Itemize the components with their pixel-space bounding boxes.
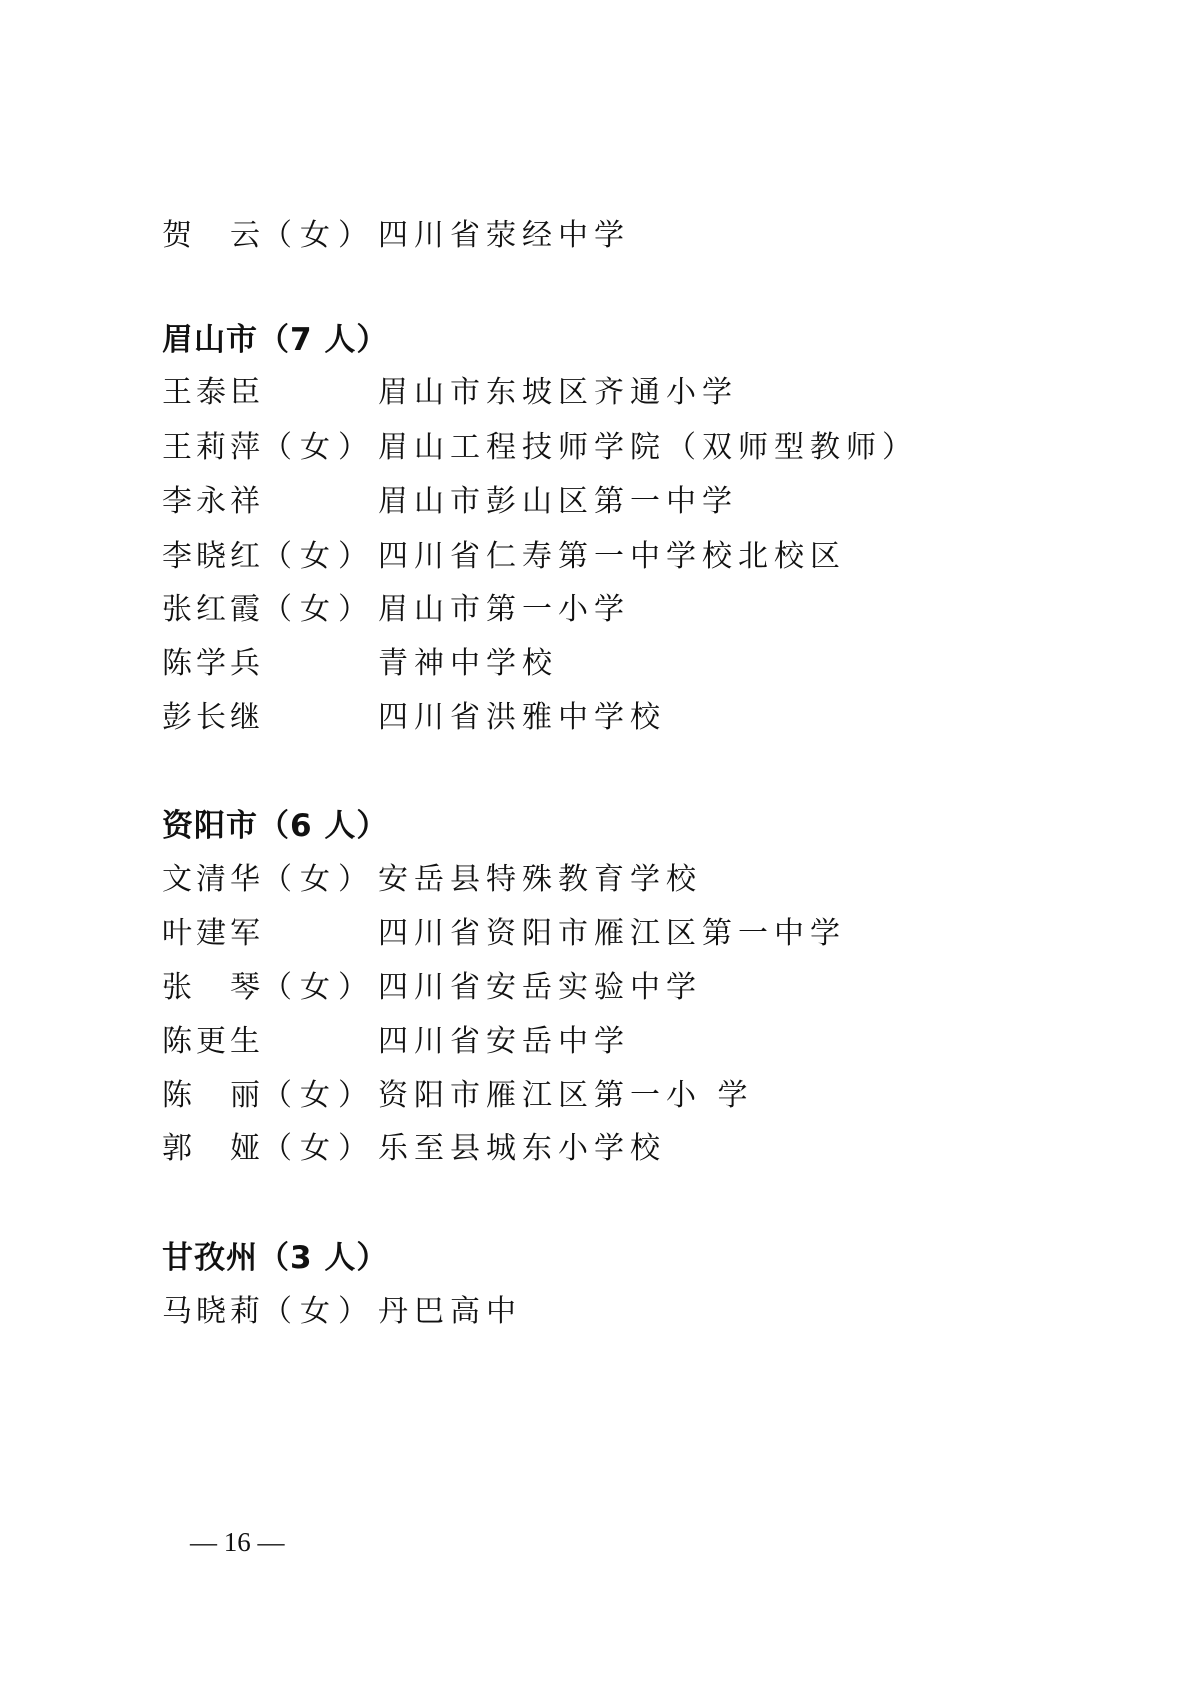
gender-note: （女） bbox=[262, 862, 376, 897]
teacher-name: 王泰臣 bbox=[162, 375, 264, 410]
entry-row bbox=[0, 1127, 1200, 1171]
gender-note: （女） bbox=[262, 970, 376, 1005]
school-name: 眉山市第一小学 bbox=[378, 592, 630, 627]
entry-row bbox=[0, 1074, 1200, 1118]
gender-note: （女） bbox=[262, 1131, 376, 1166]
school-name: 四川省安岳中学 bbox=[378, 1024, 630, 1059]
teacher-name: 张 琴 bbox=[162, 970, 264, 1005]
school-name: 眉山市东坡区齐通小学 bbox=[378, 375, 738, 410]
school-name: 四川省安岳实验中学 bbox=[378, 970, 702, 1005]
section-heading-ziyang: 资阳市（6 人） bbox=[162, 808, 389, 844]
section-heading-meishan: 眉山市（7 人） bbox=[162, 322, 389, 358]
entry-row bbox=[0, 480, 1200, 524]
gender-note: （女） bbox=[262, 592, 376, 627]
teacher-name: 张红霞 bbox=[162, 592, 264, 627]
school-name: 乐至县城东小学校 bbox=[378, 1131, 666, 1166]
school-name: 眉山市彭山区第一中学 bbox=[378, 484, 738, 519]
entry-row bbox=[0, 426, 1200, 470]
teacher-name: 郭 娅 bbox=[162, 1131, 264, 1166]
teacher-name: 陈学兵 bbox=[162, 646, 264, 681]
entry-row bbox=[0, 371, 1200, 415]
teacher-name: 陈更生 bbox=[162, 1024, 264, 1059]
teacher-name: 陈 丽 bbox=[162, 1078, 264, 1113]
entry-row bbox=[0, 642, 1200, 686]
gender-note: （女） bbox=[262, 539, 376, 574]
gender-note: （女） bbox=[262, 1294, 376, 1329]
page-number: — 16 — bbox=[190, 1527, 285, 1557]
entry-row bbox=[0, 588, 1200, 632]
entry-row bbox=[0, 1020, 1200, 1064]
school-name: 四川省洪雅中学校 bbox=[378, 700, 666, 735]
teacher-name: 贺 云 bbox=[162, 218, 264, 253]
entry-row bbox=[0, 912, 1200, 956]
section-heading-ganzi: 甘孜州（3 人） bbox=[162, 1240, 389, 1276]
school-name: 青神中学校 bbox=[378, 646, 558, 681]
teacher-name: 马晓莉 bbox=[162, 1294, 264, 1329]
school-name: 四川省荥经中学 bbox=[378, 218, 630, 253]
entry-row bbox=[0, 858, 1200, 902]
school-name: 四川省仁寿第一中学校北校区 bbox=[378, 539, 846, 574]
teacher-name: 李永祥 bbox=[162, 484, 264, 519]
entry-row bbox=[0, 696, 1200, 740]
gender-note: （女） bbox=[262, 218, 376, 253]
school-name: 眉山工程技师学院（双师型教师） bbox=[378, 430, 918, 465]
entry-row bbox=[0, 1290, 1200, 1334]
entry-row bbox=[0, 966, 1200, 1010]
teacher-name: 李晓红 bbox=[162, 539, 264, 574]
gender-note: （女） bbox=[262, 430, 376, 465]
teacher-name: 王莉萍 bbox=[162, 430, 264, 465]
school-name: 安岳县特殊教育学校 bbox=[378, 862, 702, 897]
school-name: 丹巴高中 bbox=[378, 1294, 522, 1329]
teacher-name: 彭长继 bbox=[162, 700, 264, 735]
entry-row-top bbox=[0, 214, 1200, 258]
entry-row bbox=[0, 535, 1200, 579]
school-name: 四川省资阳市雁江区第一中学 bbox=[378, 916, 846, 951]
school-name: 资阳市雁江区第一小 学 bbox=[378, 1078, 754, 1113]
teacher-name: 文清华 bbox=[162, 862, 264, 897]
gender-note: （女） bbox=[262, 1078, 376, 1113]
teacher-name: 叶建军 bbox=[162, 916, 264, 951]
